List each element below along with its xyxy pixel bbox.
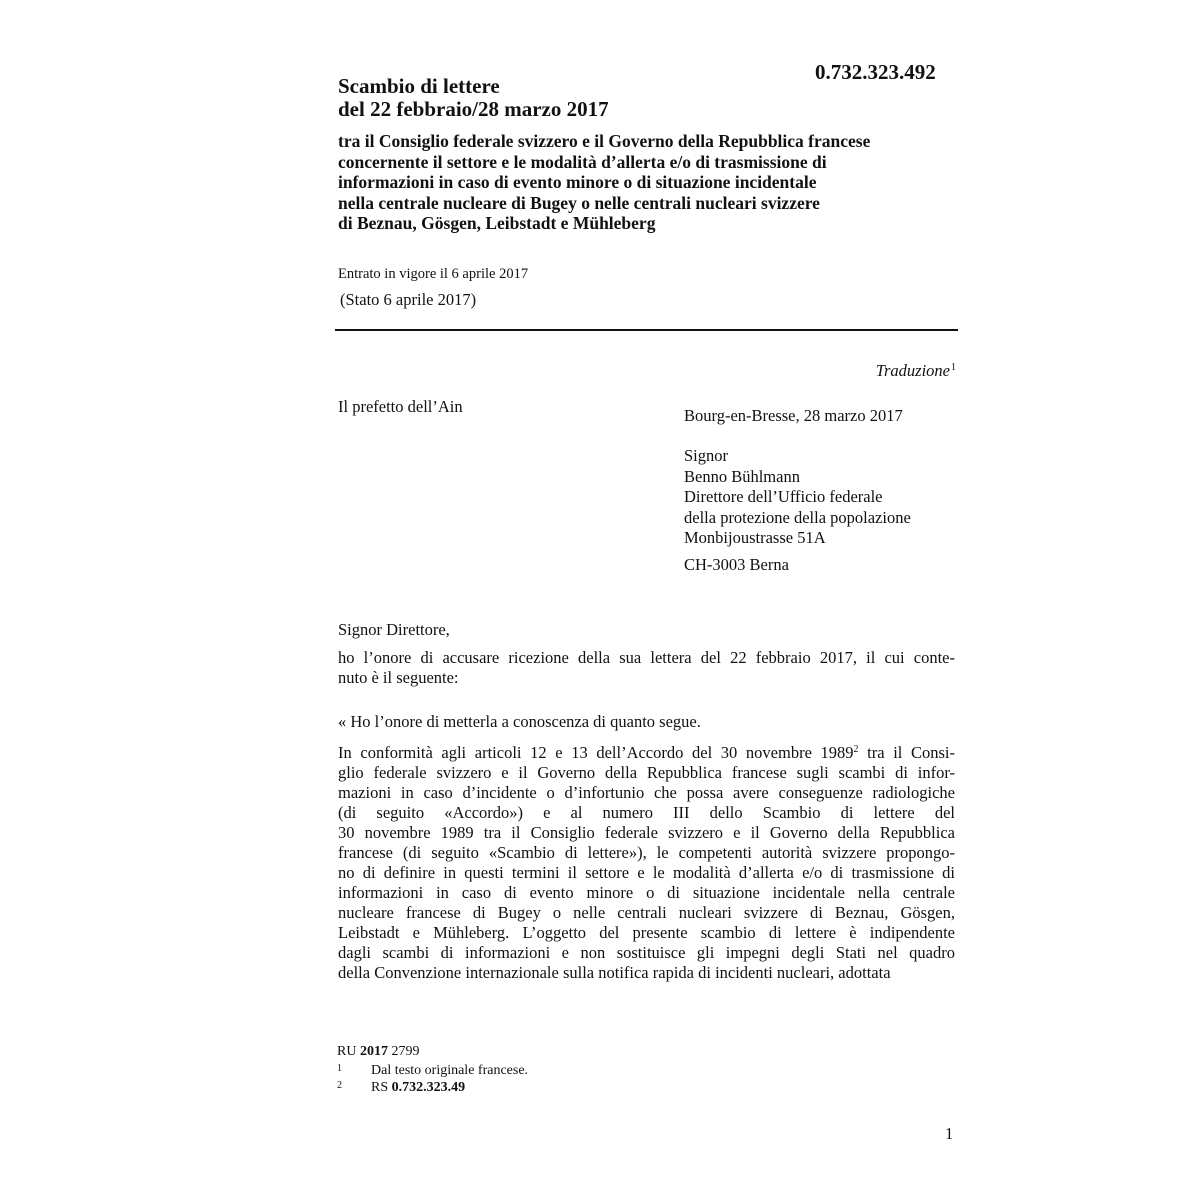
- title-line: del 22 febbraio/28 marzo 2017: [338, 97, 609, 121]
- sender: Il prefetto dell’Ain: [338, 397, 463, 416]
- text-line: [338, 740, 955, 763]
- in-force-date: Entrato in vigore il 6 aprile 2017: [338, 266, 529, 282]
- main-paragraph: [338, 740, 955, 983]
- text-line: nucleare francese di Bugey o nelle centrali nucleari svizzere di Beznau, Gösgen,: [338, 903, 955, 922]
- text-line: (di seguito «Accordo») e al numero III dello Scambio di lettere del: [338, 803, 955, 822]
- translation-note: [876, 361, 956, 381]
- text-line: informazioni in caso di evento minore o di situazione incidentale nella centrale: [338, 883, 955, 902]
- ru-page: 2799: [391, 1044, 420, 1059]
- header-divider: [335, 329, 958, 331]
- text-line: francese (di seguito «Scambio di lettere»), le competenti autorità svizzere propongo-: [338, 843, 955, 862]
- footnote-text: Dal testo originale francese.: [371, 1063, 529, 1078]
- ru-year: 2017: [359, 1044, 388, 1059]
- subtitle-line: tra il Consiglio federale svizzero e il Governo della Repubblica francese: [338, 131, 871, 151]
- quote-opening: « Ho l’onore di metterla a conoscenza di quanto segue.: [338, 712, 701, 731]
- footnotes: [337, 1063, 528, 1096]
- footnote-ref[interactable]: 2: [853, 744, 859, 755]
- page-number: 1: [945, 1124, 954, 1143]
- addressee-line: della protezione della popolazione: [684, 507, 911, 527]
- text-segment: In conformità agli articoli 12 e 13 dell’Accordo del 30 novembre 1989: [338, 743, 854, 762]
- subtitle-line: nella centrale nucleare di Bugey o nelle centrali nucleari svizzere: [338, 192, 820, 213]
- sr-number: 0.732.323.492: [815, 60, 936, 84]
- addressee-line: Signor: [684, 446, 729, 465]
- footnote-prefix: RS: [371, 1079, 392, 1095]
- subtitle-line: di Beznau, Gösgen, Leibstadt e Mühleberg: [338, 213, 656, 233]
- footnote-text: [371, 1080, 465, 1097]
- subtitle-line: concernente il settore e le modalità d’allerta e/o di trasmissione di: [338, 151, 827, 172]
- footnote-ref[interactable]: 1: [951, 362, 956, 373]
- footnote: [337, 1063, 528, 1080]
- addressee-city: CH-3003 Berna: [684, 555, 789, 574]
- sr-link[interactable]: 0.732.323.49: [391, 1079, 466, 1095]
- text-line: Leibstadt e Mühleberg. L’oggetto del presente scambio di lettere è indipendente: [338, 923, 955, 942]
- translation-label: Traduzione: [875, 361, 950, 380]
- salutation: Signor Direttore,: [338, 620, 450, 639]
- text-line: della Convenzione internazionale sulla notifica rapida di incidenti nucleari, adottata: [338, 963, 891, 982]
- ru-prefix: RU: [337, 1044, 357, 1059]
- text-line: no di definire in questi termini il settore e le modalità d’allerta e/o di trasmissione di: [338, 863, 955, 882]
- text-segment: tra il Consi-: [858, 743, 955, 762]
- text-line: glio federale svizzero e il Governo della Repubblica francese sugli scambi di infor-: [338, 763, 955, 782]
- title-line: Scambio di lettere: [338, 74, 500, 98]
- addressee-line: Monbijoustrasse 51A: [684, 528, 826, 547]
- document-subtitle: [338, 131, 870, 234]
- official-compilation-ref: [337, 1044, 419, 1060]
- text-line: 30 novembre 1989 tra il Consiglio federale svizzero e il Governo della Repubblica: [338, 823, 955, 842]
- footnote-number: 2: [337, 1079, 342, 1091]
- text-line: mazioni in caso d’incidente o d’infortunio che possa avere conseguenze radiologiche: [338, 783, 955, 802]
- place-date: Bourg-en-Bresse, 28 marzo 2017: [684, 406, 903, 425]
- footnote-number: 1: [337, 1063, 342, 1074]
- addressee-line: Direttore dell’Ufficio federale: [684, 487, 883, 506]
- state-date: (Stato 6 aprile 2017): [340, 290, 477, 309]
- addressee-block: [684, 446, 911, 549]
- text-line: ho l’onore di accusare ricezione della sua lettera del 22 febbraio 2017, il cui conte-: [338, 648, 955, 667]
- text-line: dagli scambi di informazioni e non sostituisce gli impegni degli Stati nel quadro: [338, 943, 955, 962]
- text-line: nuto è il seguente:: [338, 668, 459, 687]
- footnote: [337, 1080, 528, 1097]
- subtitle-line: informazioni in caso di evento minore o di situazione incidentale: [338, 172, 817, 192]
- document-title: [338, 75, 609, 121]
- addressee-line: Benno Bühlmann: [684, 466, 800, 486]
- intro-paragraph: [338, 648, 955, 688]
